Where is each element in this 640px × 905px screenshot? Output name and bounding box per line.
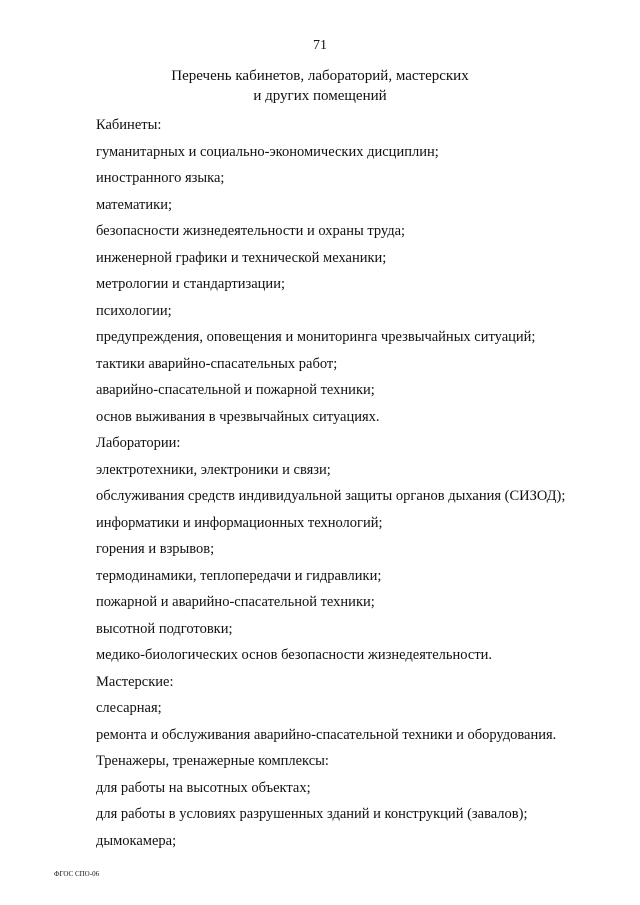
list-item: ремонта и обслуживания аварийно-спасательной техники и оборудования. xyxy=(96,726,557,743)
list-item: предупреждения, оповещения и мониторинга чрезвычайных ситуаций; xyxy=(96,329,536,345)
list-item: информатики и информационных технологий; xyxy=(96,514,383,531)
section-heading-cabinets: Кабинеты: xyxy=(96,117,162,133)
list-item: электротехники, электроники и связи; xyxy=(96,461,331,478)
title-line-1: Перечень кабинетов, лабораторий, мастерских xyxy=(171,68,469,84)
section-heading-simulators: Тренажеры, тренажерные комплексы: xyxy=(96,753,329,769)
list-item: безопасности жизнедеятельности и охраны труда; xyxy=(96,223,406,239)
list-item: психологии; xyxy=(96,302,172,319)
list-item: высотной подготовки; xyxy=(96,620,233,637)
list-item: метрологии и стандартизации; xyxy=(96,276,285,292)
list-item: горения и взрывов; xyxy=(96,541,215,557)
room-list xyxy=(96,112,616,854)
list-item: пожарной и аварийно-спасательной техники; xyxy=(96,594,375,610)
title-line-2: и других помещений xyxy=(253,88,387,104)
list-item: тактики аварийно-спасательных работ; xyxy=(96,355,338,372)
list-item: гуманитарных и социально-экономических дисциплин; xyxy=(96,143,439,160)
section-heading-laboratories: Лаборатории: xyxy=(96,435,181,451)
list-item: медико-биологических основ безопасности жизнедеятельности. xyxy=(96,647,493,663)
page-number: 71 xyxy=(313,38,327,53)
footer-standard-code: ФГОС СПО-06 xyxy=(54,870,100,878)
list-item: инженерной графики и технической механики; xyxy=(96,249,387,266)
list-item: дымокамера; xyxy=(96,832,177,849)
list-item: обслуживания средств индивидуальной защиты органов дыхания (СИЗОД); xyxy=(96,488,566,504)
list-item: математики; xyxy=(96,196,172,213)
list-item: термодинамики, теплопередачи и гидравлики; xyxy=(96,567,382,584)
page-title xyxy=(0,66,640,106)
list-item: для работы в условиях разрушенных зданий и конструкций (завалов); xyxy=(96,806,528,822)
list-item: для работы на высотных объектах; xyxy=(96,779,311,796)
list-item: иностранного языка; xyxy=(96,170,225,186)
section-heading-workshops: Мастерские: xyxy=(96,673,174,690)
list-item: слесарная; xyxy=(96,700,162,716)
list-item: аварийно-спасательной и пожарной техники; xyxy=(96,382,375,398)
list-item: основ выживания в чрезвычайных ситуациях. xyxy=(96,408,380,425)
